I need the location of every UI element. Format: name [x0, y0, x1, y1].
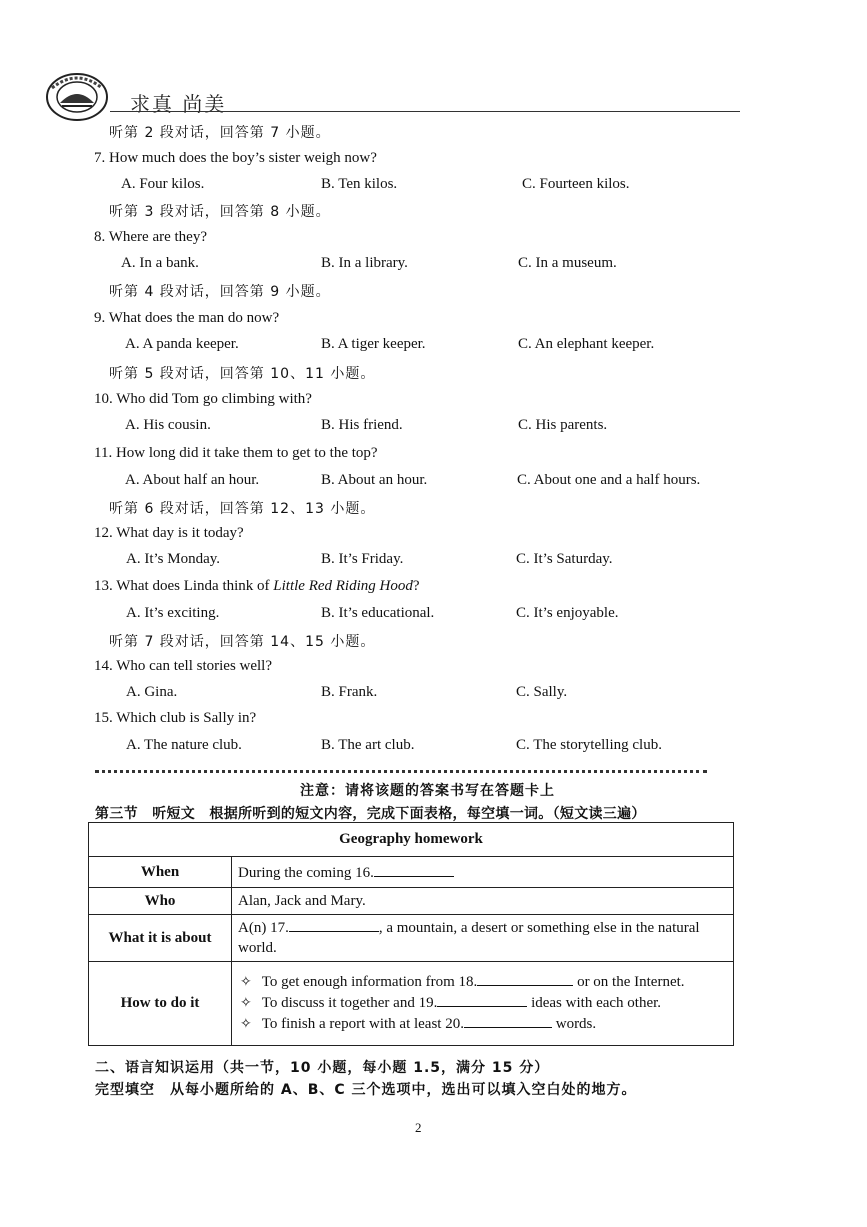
table-title: Geography homework — [89, 823, 734, 857]
bullet-18-suffix: or on the Internet. — [573, 974, 685, 990]
q8-option-b: B. In a library. — [321, 255, 408, 271]
row-about-suffix: , a mountain, a desert or something else in the natural world. — [238, 920, 700, 956]
question-13-mark: ? — [412, 578, 420, 594]
row-when-cell — [232, 857, 734, 888]
row-how-cell — [232, 962, 734, 1046]
q13-option-a: A. It’s exciting. — [126, 605, 220, 621]
row-when-text: During the coming 16. — [238, 864, 374, 881]
bullet-18 — [240, 972, 727, 993]
q12-option-b: B. It’s Friday. — [321, 551, 404, 567]
q13-option-c: C. It’s enjoyable. — [516, 605, 619, 621]
diamond-bullet-icon: ✧ — [240, 995, 252, 1011]
part-2-heading: 二、语言知识运用（共一节，10 小题，每小题 1.5，满分 15 分） — [95, 1060, 550, 1076]
q11-option-b: B. About an hour. — [321, 472, 428, 488]
diamond-bullet-icon: ✧ — [240, 1016, 252, 1032]
q7-option-a: A. Four kilos. — [121, 176, 205, 192]
blank-18[interactable] — [477, 972, 573, 986]
blank-19[interactable] — [437, 993, 527, 1007]
question-8: 8. Where are they? — [94, 229, 207, 245]
q9-option-c: C. An elephant keeper. — [518, 336, 655, 352]
question-15: 15. Which club is Sally in? — [94, 710, 257, 726]
q8-option-c: C. In a museum. — [518, 255, 617, 271]
question-13 — [94, 578, 420, 595]
bullet-20-suffix: words. — [551, 1016, 597, 1032]
q7-option-b: B. Ten kilos. — [321, 176, 398, 192]
school-motto: 求真 尚美 — [130, 92, 227, 116]
row-who-text: Alan, Jack and Mary. — [232, 888, 734, 915]
q7-option-c: C. Fourteen kilos. — [522, 176, 630, 192]
question-13-book-title: Little Red Riding Hood — [273, 578, 413, 594]
bullet-18-prefix: To get enough information from 18. — [261, 974, 478, 990]
instruction-dialogue-5: 听第 5 段对话，回答第 10、11 小题。 — [109, 366, 376, 382]
instruction-dialogue-2: 听第 2 段对话，回答第 7 小题。 — [109, 125, 331, 141]
row-label-when: When — [89, 857, 232, 888]
row-label-who: Who — [89, 888, 232, 915]
answer-notice: 注意：请将该题的答案书写在答题卡上 — [300, 783, 555, 799]
row-about-cell — [232, 915, 734, 962]
bullet-19 — [240, 993, 727, 1014]
row-about-prefix: A(n) 17. — [238, 920, 289, 936]
blank-16[interactable] — [374, 863, 454, 877]
question-14: 14. Who can tell stories well? — [94, 658, 273, 674]
q10-option-c: C. His parents. — [518, 417, 608, 433]
q12-option-a: A. It’s Monday. — [126, 551, 221, 567]
header-divider — [110, 111, 740, 112]
q14-option-b: B. Frank. — [321, 684, 378, 700]
q9-option-a: A. A panda keeper. — [125, 336, 239, 352]
cloze-instruction: 完型填空 从每小题所给的 A、B、C 三个选项中，选出可以填入空白处的地方。 — [95, 1082, 637, 1098]
q10-option-a: A. His cousin. — [125, 417, 211, 433]
question-10: 10. Who did Tom go climbing with? — [94, 391, 312, 407]
school-logo-icon — [44, 70, 110, 122]
bullet-20-prefix: To finish a report with at least 20. — [261, 1016, 464, 1032]
instruction-dialogue-6: 听第 6 段对话，回答第 12、13 小题。 — [109, 501, 376, 517]
q8-option-a: A. In a bank. — [121, 255, 199, 271]
q14-option-a: A. Gina. — [126, 684, 178, 700]
question-11: 11. How long did it take them to get to the top? — [94, 445, 378, 461]
instruction-dialogue-3: 听第 3 段对话，回答第 8 小题。 — [109, 204, 331, 220]
bullet-19-suffix: ideas with each other. — [527, 995, 662, 1011]
dotted-divider — [95, 770, 707, 773]
question-7: 7. How much does the boy’s sister weigh now? — [94, 150, 377, 166]
question-12: 12. What day is it today? — [94, 525, 244, 541]
row-label-how: How to do it — [89, 962, 232, 1046]
q15-option-a: A. The nature club. — [126, 737, 242, 753]
q10-option-b: B. His friend. — [321, 417, 403, 433]
q15-option-c: C. The storytelling club. — [516, 737, 662, 753]
geography-homework-table — [88, 822, 734, 1046]
page-number: 2 — [415, 1120, 422, 1135]
instruction-dialogue-7: 听第 7 段对话，回答第 14、15 小题。 — [109, 634, 376, 650]
bullet-19-prefix: To discuss it together and 19. — [261, 995, 438, 1011]
q14-option-c: C. Sally. — [516, 684, 568, 700]
row-label-about: What it is about — [89, 915, 232, 962]
diamond-bullet-icon: ✧ — [240, 974, 252, 990]
blank-20[interactable] — [464, 1014, 552, 1028]
section-3-heading: 第三节 听短文 根据所听到的短文内容，完成下面表格，每空填一词。（短文读三遍） — [95, 806, 646, 822]
question-13-text: 13. What does Linda think of — [94, 578, 274, 594]
q12-option-c: C. It’s Saturday. — [516, 551, 613, 567]
q13-option-b: B. It’s educational. — [321, 605, 435, 621]
q11-option-c: C. About one and a half hours. — [517, 472, 701, 488]
q11-option-a: A. About half an hour. — [125, 472, 260, 488]
q9-option-b: B. A tiger keeper. — [321, 336, 426, 352]
question-9: 9. What does the man do now? — [94, 310, 280, 326]
bullet-20 — [240, 1014, 727, 1035]
blank-17[interactable] — [289, 918, 379, 932]
instruction-dialogue-4: 听第 4 段对话，回答第 9 小题。 — [109, 284, 331, 300]
q15-option-b: B. The art club. — [321, 737, 415, 753]
